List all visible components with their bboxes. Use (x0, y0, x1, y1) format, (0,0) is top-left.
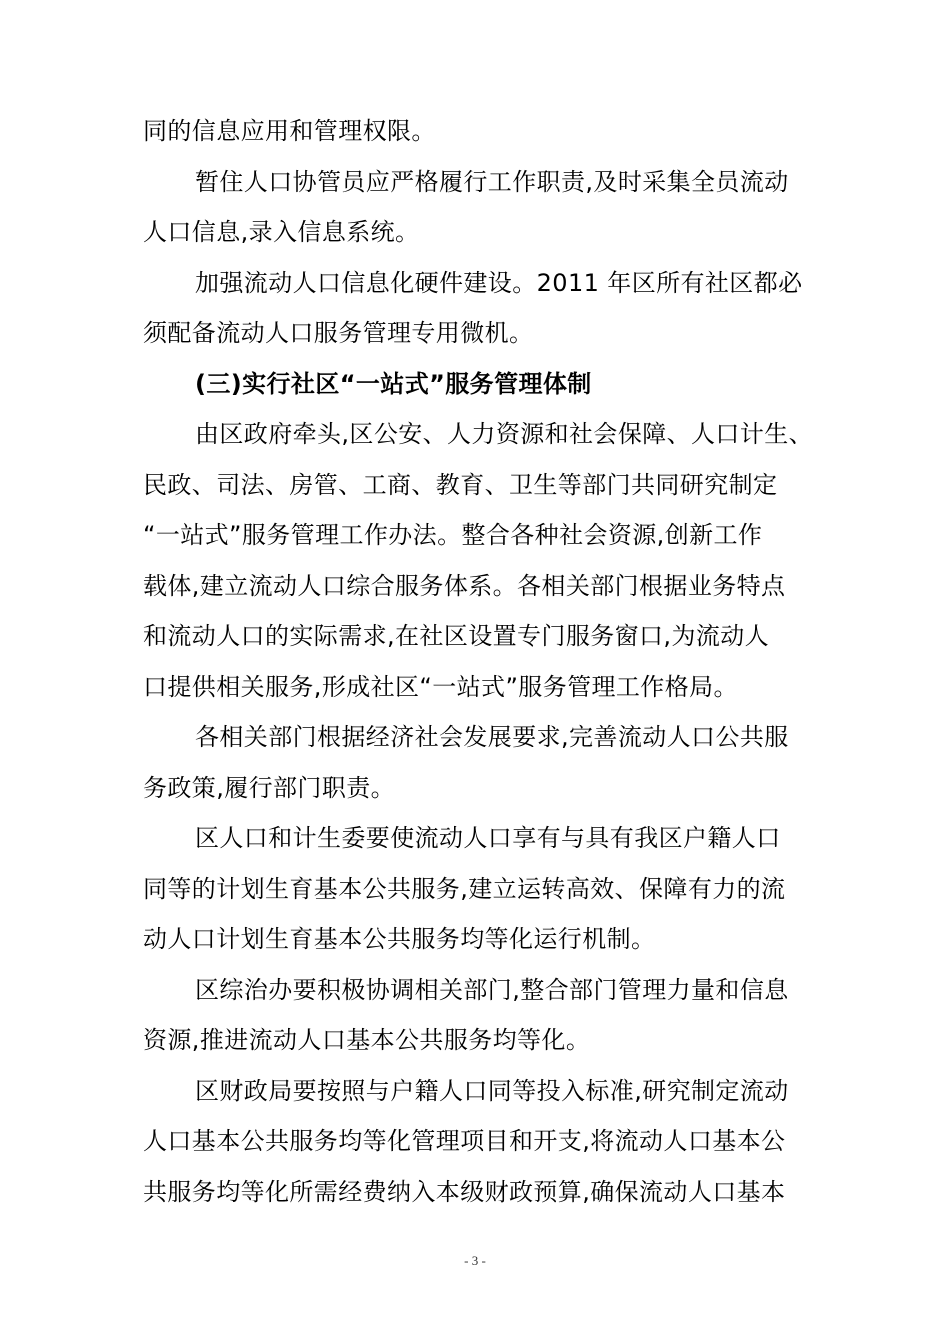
text-line: 资源,推进流动人口基本公共服务均等化。 (143, 1026, 591, 1054)
text-line: 口提供相关服务,形成社区“一站式”服务管理工作格局。 (143, 672, 738, 701)
text-line: 务政策,履行部门职责。 (143, 773, 396, 802)
text-line: 动人口计划生育基本公共服务均等化运行机制。 (143, 925, 656, 953)
text-line: 和流动人口的实际需求,在社区设置专门服务窗口,为流动人 (143, 622, 770, 650)
text-line: 同的信息应用和管理权限。 (143, 117, 436, 145)
text-line: 人口基本公共服务均等化管理项目和开支,将流动人口基本公 (143, 1127, 786, 1155)
text-line: 人口信息,录入信息系统。 (143, 218, 420, 246)
text-line: 须配备流动人口服务管理专用微机。 (143, 319, 534, 347)
text-line: 同等的计划生育基本公共服务,建立运转高效、保障有力的流 (143, 874, 786, 903)
section-heading: (三)实行社区“一站式”服务管理体制 (195, 369, 592, 398)
text-line: 民政、司法、房管、工商、教育、卫生等部门共同研究制定 (143, 470, 778, 499)
paragraph-start-line: 各相关部门根据经济社会发展要求,完善流动人口公共服 (195, 723, 789, 751)
paragraph-start-line: 由区政府牵头,区公安、人力资源和社会保障、人口计生、 (195, 420, 814, 448)
body-text (143, 106, 823, 1217)
paragraph-start-line: 暂住人口协管员应严格履行工作职责,及时采集全员流动 (195, 167, 789, 196)
page-number: - 3 - (464, 1253, 486, 1268)
paragraph-start-line: 区综治办要积极协调相关部门,整合部门管理力量和信息 (195, 975, 789, 1004)
paragraph-start-line: 区财政局要按照与户籍人口同等投入标准,研究制定流动 (195, 1076, 789, 1105)
text-line: 载体,建立流动人口综合服务体系。各相关部门根据业务特点 (143, 571, 786, 600)
text-line: “一站式”服务管理工作办法。整合各种社会资源,创新工作 (143, 521, 763, 549)
paragraph-start-line: 加强流动人口信息化硬件建设。2011 年区所有社区都必 (195, 268, 803, 297)
paragraph-start-line: 区人口和计生委要使流动人口享有与具有我区户籍人口 (195, 824, 781, 852)
text-line: 共服务均等化所需经费纳入本级财政预算,确保流动人口基本 (143, 1177, 786, 1206)
